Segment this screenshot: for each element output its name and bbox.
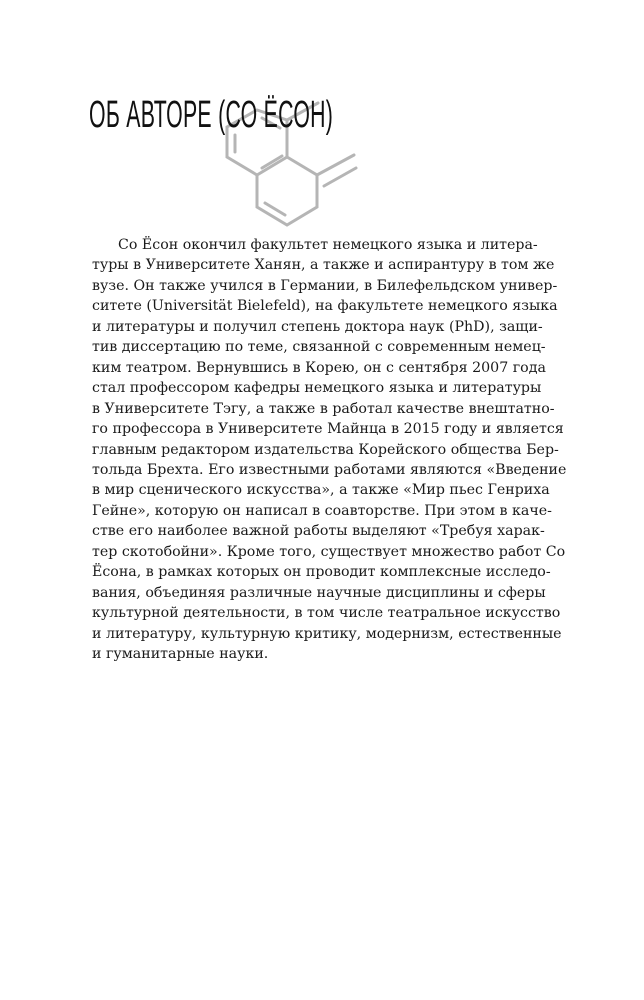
text-line: тер скотобойни». Кроме того, существует множество работ Со: [92, 543, 566, 560]
text-line: вания, объединяя различные научные дисциплины и сферы: [92, 584, 546, 601]
text-line: стал профессором кафедры немецкого языка и литературы: [92, 380, 542, 397]
author-bio: [92, 235, 567, 665]
text-line: и гуманитарные науки.: [92, 646, 269, 663]
text-line: культурной деятельности, в том числе театральное искусство: [92, 605, 561, 622]
page-title: ОБ АВТОРЕ (СО ЁСОН): [89, 94, 334, 136]
text-line: и литературы и получил степень доктора наук (PhD), защи-: [92, 318, 543, 335]
text-line: вузе. Он также учился в Германии, в Билефельдском универ-: [92, 277, 558, 294]
text-line: в Университете Тэгу, а также в работал качестве внештатно-: [92, 400, 555, 417]
text-line: Со Ёсон окончил факультет немецкого языка и литера-: [118, 237, 538, 253]
text-line: туры в Университете Ханян, а также и аспирантуру в том же: [92, 257, 555, 274]
text-line: тив диссертацию по теме, связанной с современным немец-: [92, 339, 546, 356]
text-line: стве его наиболее важной работы выделяют «Требуя харак-: [92, 523, 545, 540]
text-line: ситете (Universität Bielefeld), на факультете немецкого языка: [92, 298, 558, 315]
text-line: и литературу, культурную критику, модернизм, естественные: [92, 625, 562, 642]
text-line: Ёсона, в рамках которых он проводит комплексные исследо-: [92, 564, 551, 581]
text-line: в мир сценического искусства», а также «Мир пьес Генриха: [92, 482, 550, 499]
text-line: Гейне», которую он написал в соавторстве. При этом в каче-: [92, 502, 552, 519]
text-line: ким театром. Вернувшись в Корею, он с сентября 2007 года: [92, 359, 546, 376]
text-line: го профессора в Университете Майнца в 2015 году и является: [92, 421, 564, 438]
text-line: главным редактором издательства Корейского общества Бер-: [92, 441, 559, 458]
text-line: тольда Брехта. Его известными работами являются «Введение: [92, 461, 567, 478]
